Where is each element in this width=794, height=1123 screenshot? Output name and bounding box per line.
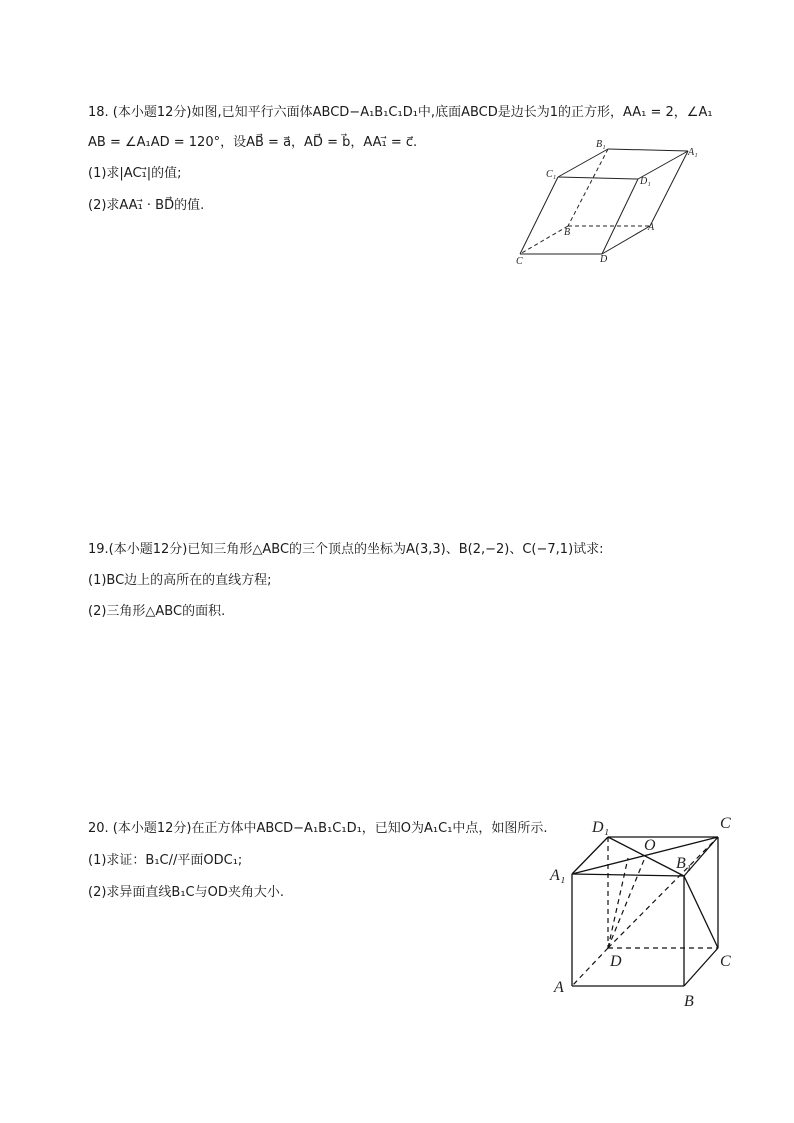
label-A: A (648, 222, 655, 233)
problem-18-line-1: 18. (本小题12分)如图,已知平行六面体ABCD−A₁B₁C₁D₁中,底面ABCD是边长为1的正方形，AA₁ = 2，∠A₁ (88, 105, 713, 120)
label-D: D (600, 254, 608, 265)
parallelepiped-edges (520, 149, 688, 254)
label-A1: A₁ (550, 867, 566, 884)
cube-edges (572, 837, 718, 986)
label-B1: B₁ (676, 855, 692, 872)
problem-18-part-2: (2)求AA₁⃗ · BD⃗的值. (88, 198, 205, 213)
problem-18-part-1: (1)求|AC₁⃗|的值; (88, 166, 182, 181)
label-B: B (684, 993, 694, 1010)
label-A1: A₁ (688, 147, 698, 158)
label-C: C (516, 256, 523, 267)
label-D1: D₁ (640, 176, 651, 187)
problem-20-line-1: 20. (本小题12分)在正方体中ABCD−A₁B₁C₁D₁，已知O为A₁C₁中点，如图所示. (88, 821, 548, 836)
label-B1: B₁ (596, 139, 606, 150)
label-C1: C₁ (546, 169, 557, 180)
label-D1: D₁ (592, 819, 610, 836)
label-C-bottom: C (720, 953, 731, 970)
label-C-top: C (720, 815, 731, 832)
problem-19-part-1: (1)BC边上的高所在的直线方程; (88, 573, 272, 588)
problem-20-part-1: (1)求证：B₁C//平面ODC₁; (88, 853, 243, 868)
cube-figure (548, 810, 758, 1015)
label-B: B (564, 227, 571, 238)
problem-20-part-2: (2)求异面直线B₁C与OD夹角大小. (88, 885, 284, 900)
problem-19-part-2: (2)三角形△ABC的面积. (88, 604, 226, 619)
parallelepiped-figure (510, 134, 710, 274)
label-D: D (610, 953, 622, 970)
problem-19-line-1: 19.(本小题12分)已知三角形△ABC的三个顶点的坐标为A(3,3)、B(2,−2)、C(−7,1)试求: (88, 542, 604, 557)
label-O: O (644, 837, 656, 854)
problem-18-line-2: AB = ∠A₁AD = 120°，设AB⃗ = a⃗，AD⃗ = b⃗，AA₁⃗ = c⃗. (88, 135, 418, 150)
label-A: A (554, 979, 564, 996)
